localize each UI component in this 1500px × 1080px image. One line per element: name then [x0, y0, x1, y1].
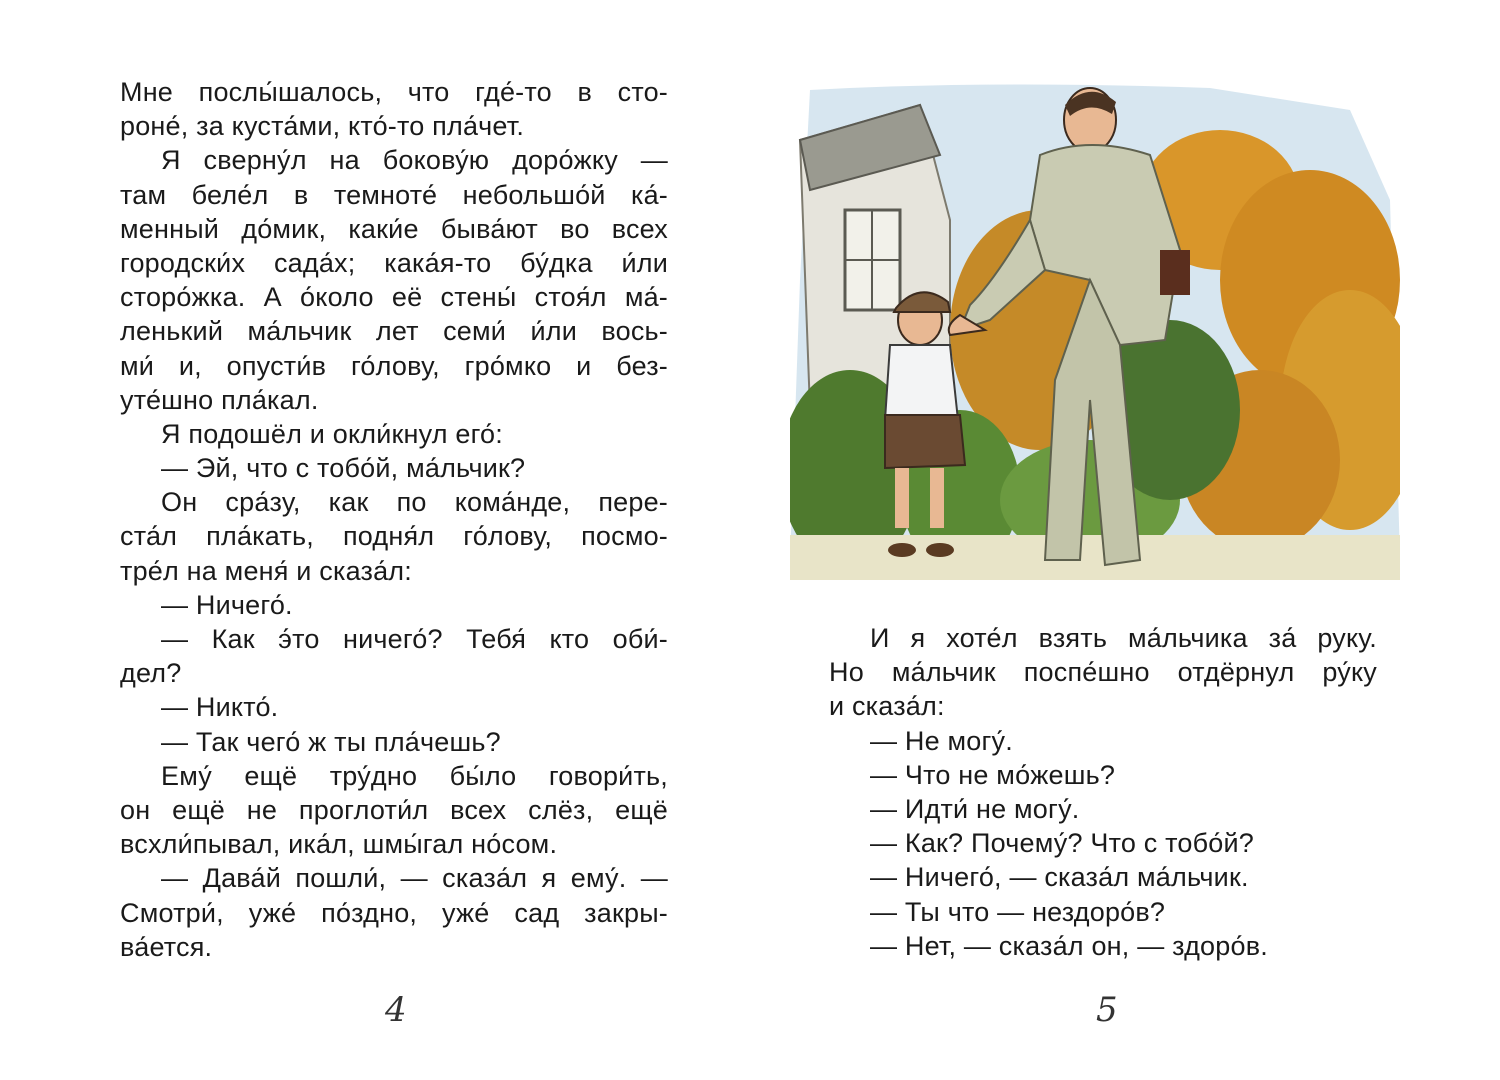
text-line: — Не могу́. [870, 725, 1013, 756]
text-line: уте́шно пла́кал. [120, 384, 319, 415]
right-page [750, 0, 1500, 1080]
text-line: — Так чего́ ж ты пла́чешь? [161, 726, 501, 757]
text-line: сторо́жка. А о́коло её стены́ стоя́л ма́- [120, 282, 668, 313]
text-line: — Что не мо́жешь? [870, 759, 1116, 790]
text-line: тре́л на меня́ и сказа́л: [120, 555, 412, 586]
text-line: ва́ется. [120, 931, 213, 962]
text-line: ленький ма́льчик лет семи́ и́ли вось- [120, 316, 668, 347]
text-line: — Эй, что с тобо́й, ма́льчик? [161, 453, 526, 484]
illustration-man-and-boy [790, 80, 1400, 585]
text-line: и сказа́л: [829, 691, 945, 722]
text-line: — Дава́й пошли́, — сказа́л я ему́. — [161, 863, 668, 894]
text-line: ста́л пла́кать, подня́л го́лову, посмо- [120, 521, 668, 552]
text-line: Он сра́зу, как по кома́нде, пере- [161, 487, 668, 518]
text-line: Но ма́льчик поспе́шно отдёрнул ру́ку [829, 657, 1377, 688]
text-line: — Как? Почему́? Что с тобо́й? [870, 828, 1255, 859]
text-line: дел? [120, 658, 182, 689]
text-line: там беле́л в темноте́ небольшо́й ка́- [120, 179, 668, 210]
text-line: — Ты что — нездоро́в? [870, 896, 1166, 927]
text-line: Я подошёл и окли́кнул его́: [161, 418, 503, 449]
page-number: 5 [1096, 990, 1118, 1030]
left-page-text [120, 75, 668, 964]
page-number: 4 [385, 990, 407, 1030]
text-line: И я хоте́л взять ма́льчика за́ руку. [870, 623, 1377, 653]
text-line: Мне послы́шалось, что где́-то в сто- [120, 77, 668, 107]
text-line: — Никто́. [161, 692, 279, 723]
text-line: — Как э́то ничего́? Тебя́ кто оби́- [161, 624, 668, 654]
text-line: — Идти́ не могу́. [870, 793, 1080, 824]
text-line: городски́х сада́х; кака́я-то бу́дка и́ли [120, 247, 668, 278]
text-line: он ещё не проглоти́л всех слёз, ещё [120, 794, 668, 825]
text-line: — Нет, — сказа́л он, — здоро́в. [870, 930, 1268, 961]
text-line: Смотри́, уже́ по́здно, уже́ сад закры- [120, 897, 668, 928]
text-line: менный до́мик, каки́е быва́ют во всех [120, 213, 668, 244]
text-line: всхли́пывал, ика́л, шмы́гал но́сом. [120, 829, 558, 860]
text-line: роне́, за куста́ми, кто́-то пла́чет. [120, 111, 525, 142]
right-page-text [829, 621, 1377, 963]
text-line: ми́ и, опусти́в го́лову, гро́мко и без- [120, 350, 668, 381]
text-line: Ему́ ещё тру́дно бы́ло говори́ть, [161, 760, 668, 791]
text-line: — Ничего́. [161, 589, 293, 620]
text-line: Я сверну́л на бокову́ю доро́жку — [161, 145, 668, 176]
text-line: — Ничего́, — сказа́л ма́льчик. [870, 862, 1249, 893]
